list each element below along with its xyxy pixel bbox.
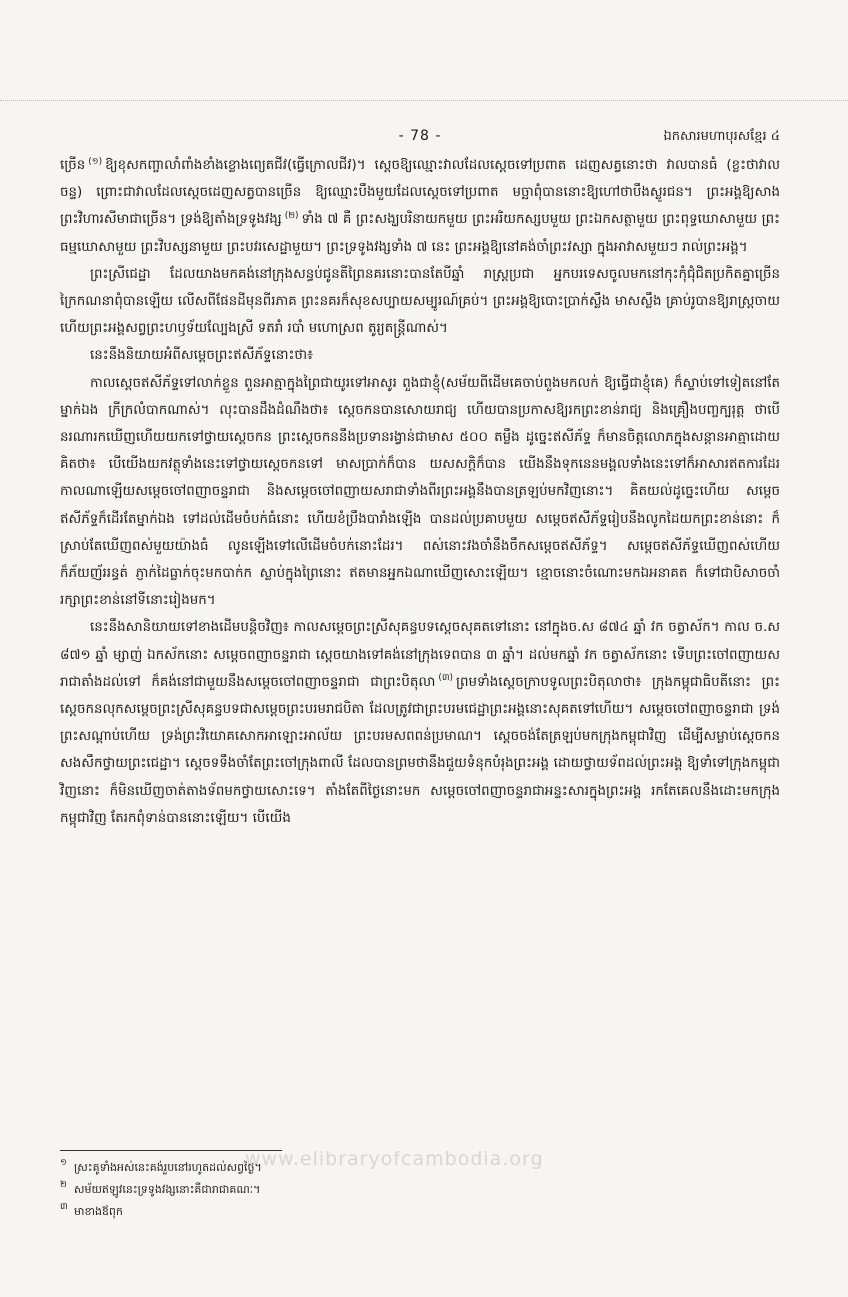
- footnote-2: [60, 1179, 780, 1201]
- page-header: [60, 128, 780, 148]
- paragraph-5: [60, 614, 780, 832]
- footnote-number: ៣: [60, 1202, 68, 1212]
- paragraph-5-start: នេះនឹងសានិយាយទៅខាងដើមបន្តិចវិញ៖ កាលសម្តេចព្រះស្រីសុគន្ធបទស្តេចសុគតទៅនោះ នៅក្នុងច.ស ៨៧៤ ឆ្នាំ វក ចត្វាស័ក។ កាល ច.ស ៨៧១ ឆ្នាំ ម្សាញ់ ឯកស័កនោះ សម្តេចពញាចន្ទរាជា ស្តេចយាងទៅគង់នៅក្រុងទេពបាន ៣ ឆ្នាំ។ ដល់មកឆ្នាំ វក ចត្វាស័កនោះ ទើបព្រះចៅពញាយសរាជាតាំងដល់ទៅ ក៏គង់នៅជាមួយនឹងសម្តេចចៅពញាចន្ទរាជា ជាព្រះបិតុលា: [60, 620, 780, 690]
- running-title: ឯកសារមហាបុរសខ្មែរ ៤: [663, 129, 780, 144]
- watermark: www.elibraryofcambodia.org: [245, 1148, 544, 1170]
- paragraph-1: [60, 152, 780, 261]
- paragraph-2: ព្រះស្រីជេដ្ឋា ដែលយាងមកគង់នៅក្រុងសន្ធប់ជូនតីព្រៃនគរនោះបានតែបីឆ្នាំ រាស្ត្រប្រជា អ្នកបរទេសចូលមកនៅកុះកុំជុំជិតប្រកិតគ្នាច្រើនក្រៃកណនាពុំបានឡើយ លើសពីផែនដីមុនពីរភាគ ព្រះនគរក៏សុខសប្បាយសម្បូរណ៍គ្រប់។ ព្រះអង្គឱ្យបោះប្រាក់ស្លឹង មាសស្លឹង គ្រាប់រូបានឱ្យរាស្ត្រចាយ ហើយព្រះអង្គសព្វព្រះហឫទ័យល្បែងស្រី ទតរាំ របាំ មហោស្រព តូរ្យតន្ត្រីណាស់។: [60, 266, 780, 337]
- paragraph-1-middle: ឱ្យខុសកញ្ចាលាំពាំងខាំងខ្លោងព្យេតជីវ(ធ្វើក្រោលជីវ)។ ស្តេចឱ្យឈ្មោះវាលដែលស្តេចទៅប្រពាត ដេញសត្វនោះថា វាលបានធំ (ខ្លះថាវាលចន្ទ) ព្រោះជាវាលដែលស្តេចដេញសត្វបានច្រើន ឱ្យឈ្មោះបឹងមួយដែលស្តេចទៅប្រពាត មច្ឆាពុំបាននោះឱ្យហៅថាបឹងស្លូរជន។ ព្រះអង្គឱ្យសាងព្រះវិហារសីមាជាច្រើន។ ទ្រង់ឱ្យតាំងទ្រទូងវង្ស: [60, 158, 780, 228]
- paragraph-5-end: ព្រមទាំងស្តេចក្រាបទូលព្រះបិតុលាថា៖ ក្រុងកម្ពុជាធិបតីនោះ ព្រះស្តេចកនលុកសម្តេចព្រះស្រីសុគន្ធបទជាសម្តេចព្រះបរមរាជបិតា ដែលត្រូវជាព្រះបរមជេដ្ឋាព្រះអង្គនោះសុគតទៅហើយ។ សម្តេចចៅពញាចន្ទរាជា ទ្រង់ព្រះសណ្តាប់ហើយ ទ្រង់ព្រះវិយោគសោកអាឡោះអាល័យ ព្រះបរមសពពន់ប្រមាណ។ ស្តេចចង់តែត្រឡប់មកក្រុងកម្ពុជាវិញ ដើម្បីសម្លាប់ស្តេចកនសងសឹកថ្វាយព្រះជេដ្ឋា។ ស្តេចទទឹងចាំតែព្រះចៅក្រុងពាលី ដែលបានព្រមថានឹងជួយទំនុកបំរុងព្រះអង្គ ដោយថ្វាយទ័ពដល់ព្រះអង្គ ឱ្យទាំទៅក្រុងកម្ពុជាវិញនោះ ក៏មិនឃើញចាត់តាងទ័ពមកថ្វាយសោះទេ។ តាំងតែពីថ្ងៃនោះមក សម្តេចចៅពញាចន្ទរាជាអន្ទះសារក្នុងព្រះអង្គ រកតែគេលនឹងដោះមកក្រុងកម្ពុជាវិញ តែរកពុំទាន់បាននោះឡើយ។ បើយើង: [60, 674, 780, 826]
- footnote-3: [60, 1201, 780, 1223]
- footnote-1: [60, 1157, 780, 1179]
- footnote-number: ១: [60, 1158, 67, 1168]
- footnote-number: ២: [60, 1180, 67, 1190]
- paragraph-4: កាលស្តេចឥសីភ័ទ្ទទៅលាក់ខ្លួន ពួនអាត្មាក្នុងព្រៃជាយូរទៅអាសូរ ពួងជាខ្ញុំ(សម័យពីដើមគេចាប់ពួងមកលក់ ឱ្យធ្វើជាខ្ញុំគេ) ក៏ស្ទាប់ទៅទៀតនៅតែម្នាក់ឯង ក្រីក្រលំបាកណាស់។ លុះបានដឹងដំណឹងថា៖ ស្តេចកនបានសោយរាជ្យ ហើយបានប្រកាសឱ្យរកព្រះខាន់រាជ្យ និងគ្រឿងបញ្ចក្បរុត្ត ថាបើនរណារកឃើញហើយយកទៅថ្វាយស្តេចកន ព្រះស្តេចកននឹងប្រទានរង្វាន់ជាមាស ៥០០ តម្លឹង ដូច្នេះឥសីភ័ទ្ទ ក៏មានចិត្តលោភក្នុងសន្តានអាត្មាដោយគិតថា៖ បើយើងយកវត្ថុទាំងនេះទៅថ្វាយស្តេចកនទៅ មាសប្រាក់ក៏បាន យសសក្តិក៏បាន យើងនឹងទុកនេនមង្គលទាំងនេះទៅក៏អាសារឥតការដែរ កាលណាឡើយសម្តេចចៅពញាចន្ទរាជា និងសម្តេចចៅពញាយសរាជាទាំងពីរព្រះអង្គនឹងបានត្រឡប់មកវិញនោះ។ គិតយល់ដូច្នេះហើយ សម្តេចឥសីភ័ទ្ទក៏ដើរតែម្នាក់ឯង ទៅដល់ដើមចំបក់ធំនោះ ហើយខំប្រឹងបារាំងឡើង បានដល់ប្រគាបមួយ សម្តេចឥសីភ័ទ្ទរៀបនឹងលូកដៃយកព្រះខាន់នោះ ក៏ស្រាប់តែឃើញពស់មួយយ៉ាងធំ លូនឡើងទៅលើដើមចំបក់នោះដែរ។ ពស់នោះវងចាំនឹងចឹកសម្តេចឥសីភ័ទ្ទ។ សម្តេចឥសីភ័ទ្ទឃើញពស់ហើយក៏ភ័យញ័ររន្ធត់ ភ្ញាក់ដៃធ្លាក់ចុះមកបាក់ក ស្លាប់ក្នុងព្រៃនោះ ឥតមានអ្នកឯណាឃើញសោះឡើយ។ ខ្មោចនោះចំណោះមកឯអនាគត ក៏ទៅជាបិសាចចាំរក្សាព្រះខាន់នៅទីនោះរៀងមក។: [60, 375, 780, 609]
- paragraph-1-start: ច្រើន: [60, 158, 86, 173]
- footnote-ref-2: (២): [284, 210, 299, 221]
- footnote-text: មាខាងឪពុក: [74, 1205, 123, 1218]
- paragraph-1-end: ទាំង ៧ គឺ ព្រះសង្ឃបរិនាយកមួយ ព្រះអរិយកស្សបមួយ ព្រះឯកសត្ថាមួយ ព្រះពុទ្ធឃោសាមួយ ព្រះធម្មឃោសាមួយ ព្រះវិបស្សនាមួយ ព្រះបវរសេដ្ឋាមួយ។ ព្រះទ្រទូងវង្សទាំង ៧ នេះ ព្រះអង្គឱ្យនៅគង់ចាំព្រះវស្សា ក្នុងអាវាសមួយៗ រាល់ព្រះអង្គ។: [60, 212, 780, 255]
- page-number: - 78 -: [398, 128, 442, 144]
- footnote-text: ស្រះគូទាំងអស់នេះគង់រួបនៅរហូតដល់សព្វថ្ងៃ។: [74, 1161, 262, 1174]
- footnote-ref-3: (៣): [438, 673, 454, 684]
- paragraph-3: នេះនឹងនិយាយអំពីសម្តេចព្រះឥសីភ័ទ្ទនោះថា៖: [90, 348, 314, 364]
- scan-edge-line: [0, 100, 848, 101]
- footnote-text: សម័យឥឡូវនេះទ្រទូងវង្សនោះគឺជារាជាគណៈ។: [74, 1183, 261, 1196]
- footnotes: [60, 1157, 780, 1223]
- footnote-ref-1: (១): [88, 156, 103, 167]
- body-text: [60, 152, 780, 832]
